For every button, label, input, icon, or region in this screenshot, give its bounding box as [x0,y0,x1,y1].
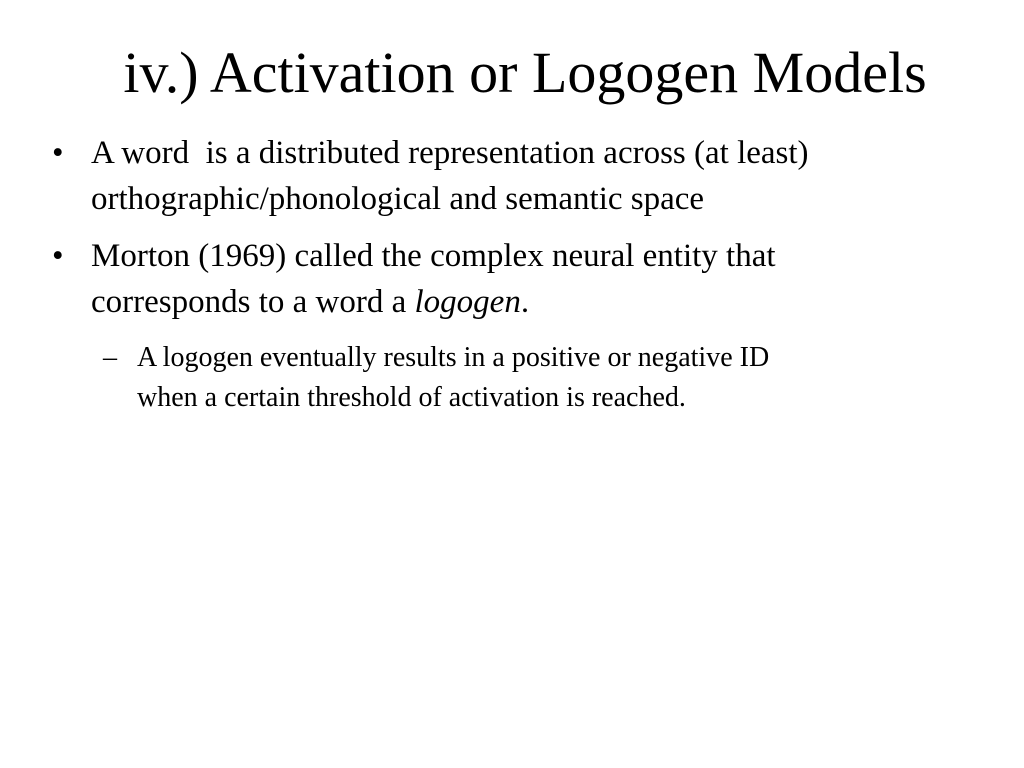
sub-bullet-line: when a certain threshold of activation is reached. [137,382,686,413]
bullet-line-text: corresponds to a word a [91,284,415,320]
bullet-marker: • [52,135,64,171]
bullet-text [91,233,991,325]
sub-bullet-text [137,338,957,418]
logogen-term: logogen [414,284,521,320]
bullet-line [91,279,991,325]
bullet-line: Morton (1969) called the complex neural entity that [91,238,776,274]
bullet-text [91,130,991,222]
sub-bullet-line: A logogen eventually results in a positive or negative ID [137,342,770,373]
bullet-line: orthographic/phonological and semantic space [91,181,705,217]
bullet-marker: • [52,238,64,274]
sub-bullet-marker: – [103,342,117,373]
bullet-line: A word is a distributed representation across (at least) [91,135,809,171]
slide-title: iv.) Activation or Logogen Models [123,40,927,105]
bullet-line-punctuation: . [520,284,530,320]
